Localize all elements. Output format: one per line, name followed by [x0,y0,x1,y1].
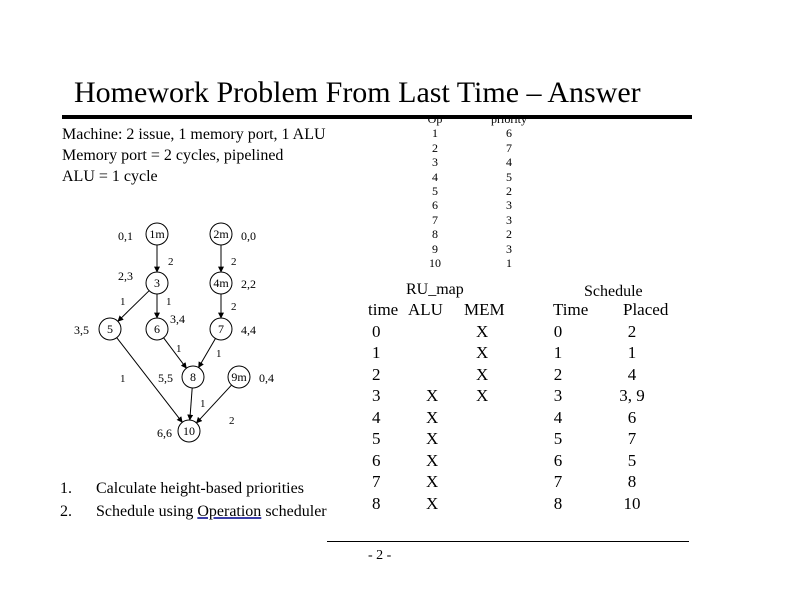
ru-map-time-cell: 5 [372,429,381,448]
graph-edge-8-10 [190,388,192,420]
op-cell: 7 [432,212,438,227]
ru-map-time-cell: 6 [372,450,381,470]
schedule-placed-cell: 2 [627,321,637,341]
priority-cell: 3 [506,241,512,256]
op-cell: 10 [429,256,441,271]
ru-map-time-cell: 8 [372,493,381,513]
graph-edge-6-8 [164,338,187,368]
graph-node-height-note: 0,4 [259,371,274,385]
ru-map-alu-cell: X [426,429,439,448]
edge-latency-label: 1 [166,296,172,308]
schedule-placed-cell: 7 [627,429,637,448]
edge-latency-label: 2 [229,415,235,427]
ru-map-time-cell: 3 [372,386,381,405]
graph-node-height-note: 2,3 [118,269,133,283]
graph-node-label: 1m [149,227,165,241]
machine-description-line-3: ALU = 1 cycle [62,168,158,185]
ru-map-alu-cell: X [426,493,439,513]
schedule-placed-cell: 5 [627,450,637,470]
graph-node-label: 8 [190,370,196,384]
op-cell: 3 [432,155,438,170]
schedule-time-cell: 2 [553,364,563,384]
schedule-time-cell: 5 [553,429,563,448]
edge-latency-label: 1 [200,398,206,410]
schedule-time-cell: 4 [553,407,563,427]
schedule-placed-cell: 10 [623,493,641,513]
priority-cell: 5 [506,169,512,184]
graph-node-height-note: 5,5 [158,371,173,385]
schedule-time-cell: 3 [553,386,563,405]
ru-map-alu-cell: X [426,450,439,470]
page-number: - 2 - [368,548,392,563]
graph-node-label: 7 [218,322,224,336]
slide-title: Homework Problem From Last Time – Answer [74,76,641,109]
graph-node-label: 5 [107,322,113,336]
ru-map-time-cell: 2 [372,364,381,384]
edge-latency-label: 1 [120,296,126,308]
ru-map-alu-cell: X [426,472,439,491]
graph-nodes [99,223,250,442]
priority-cell: 1 [506,256,512,271]
footer-divider [327,541,689,542]
edge-latency-label: 2 [231,301,237,313]
edge-latency-label: 2 [231,256,237,268]
ru-map-mem-cell: X [476,386,489,405]
edge-latency-label: 1 [120,373,126,385]
priority-cell: 6 [506,126,512,141]
priority-cell: 4 [506,155,512,170]
machine-description-line-2: Memory port = 2 cycles, pipelined [62,147,284,164]
task-item-1 [60,480,304,498]
task-text-prefix: Schedule using [96,503,198,520]
ru-map-time-cell: 4 [372,407,381,427]
graph-node-height-note: 0,1 [118,229,133,243]
schedule-header: Time [553,300,589,319]
task-text-suffix: scheduler [261,503,327,520]
schedule-placed-cell: 4 [627,364,637,384]
graph-node-label: 9m [231,370,247,384]
task-number: 2. [60,503,72,520]
schedule-header: Placed [623,300,669,319]
graph-node-label: 10 [183,424,195,438]
ru-map-header: ALU [408,300,443,319]
ru-map-alu-cell: X [426,407,439,427]
priority-cell: 2 [506,227,512,242]
graph-node-label: 3 [154,276,160,290]
graph-node-height-note: 4,4 [241,323,256,337]
task-item-2 [60,503,327,521]
operation-link[interactable]: Operation [197,503,262,520]
op-cell: 6 [432,198,438,213]
schedule-table [545,300,695,520]
ru-map-table [368,300,508,520]
graph-node-height-note: 0,0 [241,229,256,243]
op-cell: 9 [432,241,438,256]
ru-map-time-cell: 0 [372,321,381,341]
ru-map-mem-cell: X [476,343,489,362]
priority-cell: 3 [506,198,512,213]
edge-latency-label: 2 [168,256,174,268]
graph-node-height-note: 6,6 [157,426,172,440]
schedule-title: Schedule [584,283,643,300]
graph-node-label: 6 [154,322,160,336]
edge-latency-label: 1 [216,348,222,360]
op-cell: 4 [432,169,438,184]
schedule-time-cell: 1 [553,343,563,362]
edge-latency-label: 1 [176,343,182,355]
graph-node-height-note: 2,2 [241,277,256,291]
schedule-placed-cell: 1 [627,343,637,362]
schedule-time-cell: 0 [553,321,563,341]
priority-cell: 7 [506,140,512,155]
schedule-time-cell: 8 [553,493,563,513]
schedule-time-cell: 7 [553,472,563,491]
ru-map-header: time [368,300,399,319]
schedule-time-cell: 6 [553,450,563,470]
schedule-placed-cell: 3, 9 [619,386,645,405]
graph-node-height-note: 3,5 [74,323,89,337]
ru-map-mem-cell: X [476,321,489,341]
graph-edge-7-8 [199,339,216,368]
schedule-placed-cell: 8 [627,472,637,491]
op-cell: 8 [432,227,438,242]
priority-cell: 3 [506,212,512,227]
graph-node-label: 4m [213,276,229,290]
task-number: 1. [60,480,72,497]
priority-cell: 2 [506,184,512,199]
graph-node-label: 2m [213,227,229,241]
priority-header: priority [491,112,527,126]
op-header: Op [427,112,443,126]
ru-map-time-cell: 1 [372,343,381,362]
ru-map-title: RU_map [406,281,464,298]
schedule-placed-cell: 6 [627,407,637,427]
op-cell: 2 [432,140,438,155]
op-cell: 1 [432,126,438,141]
ru-map-time-cell: 7 [372,472,381,491]
op-cell: 5 [432,184,438,199]
ru-map-header: MEM [464,300,505,319]
graph-node-height-note: 3,4 [170,312,185,326]
ru-map-mem-cell: X [476,364,489,384]
ru-map-alu-cell: X [426,386,439,405]
task-text: Calculate height-based priorities [96,480,304,497]
machine-description-line-1: Machine: 2 issue, 1 memory port, 1 ALU [62,126,326,143]
